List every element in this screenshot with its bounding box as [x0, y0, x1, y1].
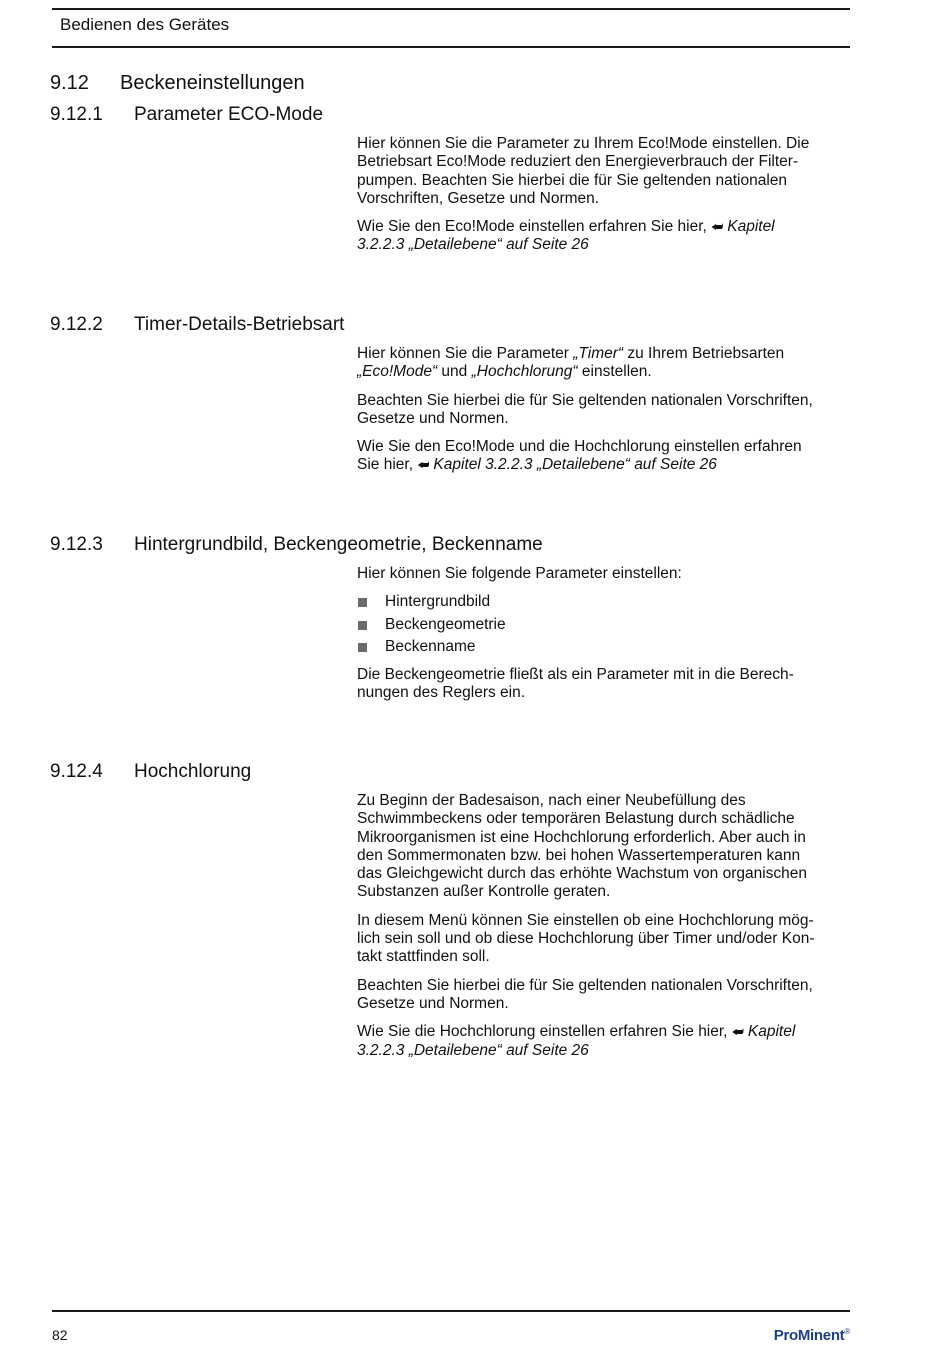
cross-reference-link[interactable]: Kapitel [747, 1023, 796, 1041]
brand-logo: ProMinent® [773, 1327, 850, 1344]
section-heading [50, 72, 305, 95]
paragraph: Hier können Sie die Parameter „Timer“ zu Ihrem Betriebsarten „Eco!Mode“ und „Hochchlorung“ einstellen. [357, 345, 785, 381]
link-arrow-icon: ⮨ [711, 219, 724, 235]
link-arrow-icon: ⮨ [731, 1024, 744, 1040]
square-bullet-icon [358, 643, 367, 652]
subsection-heading [50, 314, 344, 336]
paragraph: Wie Sie den Eco!Mode und die Hochchlorung einstellen erfahren Sie hier, ⮨ Kapitel 3.2.2.3 „Detailebene“ auf Seite 26 [357, 438, 802, 474]
list-item: Beckenname [357, 638, 857, 656]
paragraph: Zu Beginn der Badesaison, nach einer Neubefüllung des Schwimmbeckens oder temporären Belastung durch schädliche Mikroorganismen ist eine Hochchlorung erforderlich. Aber auch in den Sommermonaten bzw. bei hohen Wassertemperaturen kann das Gleichgewicht durch das erhöhte Wachstum von organischen Substanzen außer Kontrolle geraten. [357, 792, 808, 901]
subsection-body [357, 792, 857, 1060]
header-top-rule [52, 8, 850, 10]
subsection-title: Parameter ECO-Mode [134, 104, 324, 125]
cross-reference-link[interactable]: 3.2.2.3 „Detailebene“ auf Seite 26 [357, 1041, 589, 1059]
cross-reference-link[interactable]: 3.2.2.3 „Detailebene“ auf Seite 26 [357, 236, 589, 254]
paragraph: Die Beckengeometrie fließt als ein Parameter mit in die Berech- nungen des Reglers ein. [357, 666, 794, 702]
header-bottom-rule [52, 46, 850, 48]
paragraph: Beachten Sie hierbei die für Sie geltenden nationalen Vorschriften, Gesetze und Normen. [357, 976, 813, 1012]
list-item: Hintergrundbild [357, 593, 857, 611]
subsection-heading [50, 534, 543, 556]
subsection-heading [50, 104, 323, 126]
subsection-body [357, 135, 857, 255]
subsection-heading [50, 761, 251, 783]
subsection-body [357, 565, 857, 703]
paragraph: Wie Sie den Eco!Mode einstellen erfahren Sie hier, ⮨ Kapitel 3.2.2.3 „Detailebene“ auf Seite 26 [357, 218, 775, 254]
subsection-title: Hintergrundbild, Beckengeometrie, Beckenname [134, 534, 543, 555]
paragraph: In diesem Menü können Sie einstellen ob eine Hochchlorung mög- lich sein soll und ob diese Hochchlorung über Timer und/oder Kon- takt stattfinden soll. [357, 911, 815, 966]
square-bullet-icon [358, 621, 367, 630]
bullet-list [357, 593, 857, 656]
paragraph: Beachten Sie hierbei die für Sie geltenden nationalen Vorschriften, Gesetze und Normen. [357, 391, 813, 427]
cross-reference-link[interactable]: Kapitel [727, 218, 775, 236]
subsection-number: 9.12.2 [50, 314, 103, 335]
paragraph: Hier können Sie folgende Parameter einstellen: [357, 565, 682, 582]
section-number: 9.12 [50, 72, 89, 94]
paragraph: Hier können Sie die Parameter zu Ihrem Eco!Mode einstellen. Die Betriebsart Eco!Mode reduziert den Energieverbrauch der Filter- pumpen. Beachten Sie hierbei die für Sie geltenden nationalen Vorschriften, Gesetze und Normen. [357, 135, 810, 207]
subsection-number: 9.12.1 [50, 104, 103, 125]
subsection-title: Timer-Details-Betriebsart [134, 314, 345, 335]
subsection-body [357, 345, 857, 475]
section-title: Beckeneinstellungen [120, 72, 305, 94]
page-number: 82 [52, 1327, 68, 1343]
paragraph: Wie Sie die Hochchlorung einstellen erfahren Sie hier, ⮨ Kapitel 3.2.2.3 „Detailebene“ auf Seite 26 [357, 1023, 796, 1059]
running-header: Bedienen des Gerätes [60, 15, 230, 34]
square-bullet-icon [358, 598, 367, 607]
cross-reference-link[interactable]: Kapitel 3.2.2.3 „Detailebene“ auf Seite 26 [433, 456, 717, 474]
subsection-number: 9.12.4 [50, 761, 103, 782]
link-arrow-icon: ⮨ [417, 457, 430, 473]
footer-rule [52, 1310, 850, 1312]
list-item: Beckengeometrie [357, 616, 857, 634]
subsection-number: 9.12.3 [50, 534, 103, 555]
subsection-title: Hochchlorung [134, 761, 252, 782]
